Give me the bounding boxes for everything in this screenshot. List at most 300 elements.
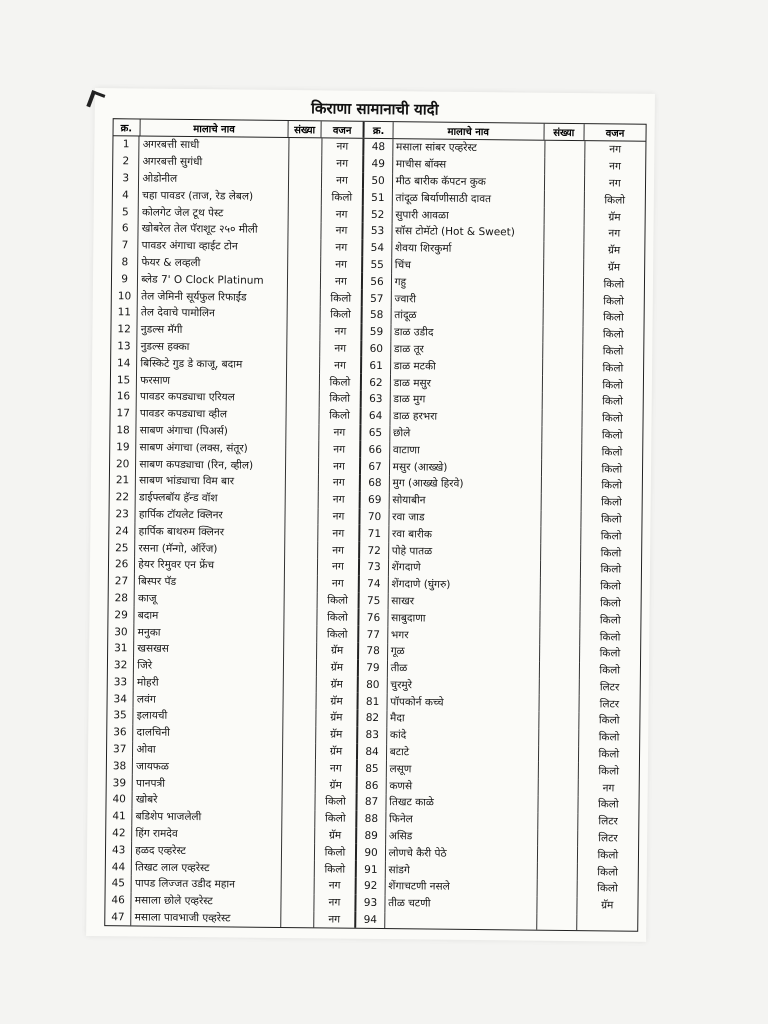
cell-right-name: लोणचे कैरी पेठे (386, 845, 538, 863)
cell-right-no: 61 (362, 357, 390, 374)
cell-left-qty (289, 205, 321, 222)
cell-right-name: शेंगदाणे (389, 559, 541, 577)
cell-right-name: गूळ (388, 643, 540, 661)
cell-right-qty (543, 325, 583, 342)
cell-right-unit: किलो (599, 614, 621, 627)
cell-right-unit: किलो (600, 563, 622, 576)
cell-left-unit: नग (319, 424, 362, 441)
cell-right-qty (539, 678, 579, 695)
cell-right-no: 87 (358, 794, 386, 811)
cell-right-name: सुपारी आवळा (392, 206, 544, 224)
cell-right-qty (545, 141, 585, 158)
cell-right-no: 54 (364, 240, 392, 257)
cell-left-name: इलायची (134, 708, 284, 726)
cell-left-unit: किलो (314, 844, 357, 861)
cell-left-unit: नग (318, 541, 361, 558)
cell-right-unit: किलो (602, 412, 623, 425)
cell-right-qty (543, 359, 583, 376)
cell-left-unit: नग (320, 340, 363, 357)
cell-right-qty (541, 510, 581, 527)
cell-left-qty (288, 323, 320, 340)
header-unit-left: वजन (321, 121, 365, 137)
cell-right-unit: किलो (603, 311, 624, 324)
cell-left-unit: ग्रॅम (316, 726, 359, 743)
cell-right-name: चुरमुरे (387, 677, 539, 695)
cell-right-unit: किलो (597, 849, 619, 862)
cell-right-qty (538, 796, 578, 813)
cell-right-unit: किलो (602, 395, 623, 408)
cell-right-name: सांडगे (385, 861, 537, 879)
cell-left-no: 29 (108, 606, 134, 623)
cell-right-name: तांदूळ बिर्याणीसाठी दावत (392, 190, 544, 208)
cell-left-no: 30 (108, 623, 134, 640)
cell-left-unit: नग (317, 558, 360, 575)
cell-left-no: 47 (105, 909, 131, 926)
cell-left-no: 10 (112, 287, 138, 304)
cell-left-name: तेल देवाचे पामोलिन (138, 304, 288, 322)
cell-left-unit: किलो (319, 374, 362, 391)
cell-left-no: 39 (107, 774, 133, 791)
cell-left-name: मसाला पावभाजी एव्हरेस्ट (132, 909, 282, 927)
cell-left-qty (284, 676, 316, 693)
cell-left-name: मसाला छोले एव्हरेस्ट (132, 892, 282, 910)
cell-right-qty (539, 712, 579, 729)
cell-right-no: 56 (363, 273, 391, 290)
cell-right-no: 60 (363, 340, 391, 357)
cell-left-qty (283, 759, 315, 776)
cell-left-no: 11 (112, 304, 138, 321)
cell-left-no: 9 (112, 271, 138, 288)
cell-right-unit: किलो (597, 882, 618, 895)
cell-right-unit: किलो (604, 194, 626, 207)
cell-left-name: ओवा (133, 741, 283, 759)
cell-left-no: 16 (111, 388, 137, 405)
cell-left-unit: नग (319, 441, 362, 458)
cell-right-qty (538, 813, 578, 830)
cell-right-unit: किलो (601, 446, 623, 459)
cell-left-name: कोलगेट जेल टूथ पेस्ट (139, 204, 289, 222)
cell-left-qty (282, 827, 314, 844)
cell-right-unit: नग (609, 160, 621, 173)
cell-right-unit: किलो (601, 496, 622, 509)
cell-left-qty (286, 457, 318, 474)
cell-right-name: डाळ मसुर (391, 374, 543, 392)
cell-left-qty (288, 272, 320, 289)
cell-right-unit: किलो (597, 798, 619, 811)
cell-right-name: छोले (390, 425, 542, 443)
cell-right-no: 50 (364, 172, 392, 189)
cell-left-no: 32 (108, 657, 134, 674)
cell-left-qty (284, 726, 316, 743)
cell-right-name (385, 912, 537, 930)
cell-left-no: 25 (109, 539, 135, 556)
cell-right-no: 53 (364, 223, 392, 240)
cell-left-name: काजू (135, 590, 285, 608)
cell-left-name: अगरबत्ती साधी (140, 136, 290, 154)
cell-right-name: रवा बारीक (389, 525, 541, 543)
cell-left-unit: नग (318, 458, 361, 475)
cell-right-no: 82 (359, 710, 387, 727)
cell-right-unit: किलो (600, 597, 621, 610)
cell-left-qty (282, 894, 314, 911)
cell-left-qty (290, 138, 322, 155)
cell-right-no: 69 (361, 492, 389, 509)
cell-left-unit: नग (321, 256, 364, 273)
cell-left-qty (286, 508, 318, 525)
cell-right-no: 57 (363, 290, 391, 307)
cell-right-qty (543, 376, 583, 393)
cell-left-no: 43 (106, 842, 132, 859)
table-body (105, 136, 645, 931)
cell-left-unit: किलो (317, 592, 360, 609)
cell-right-qty (540, 611, 580, 628)
cell-left-unit: किलो (317, 609, 360, 626)
cell-right-no: 71 (361, 525, 389, 542)
cell-left-no: 5 (113, 203, 139, 220)
cell-right-no: 94 (357, 911, 385, 928)
cell-left-unit: ग्रॅम (317, 642, 360, 659)
cell-left-no: 28 (109, 590, 135, 607)
cell-right-no: 52 (364, 206, 392, 223)
cell-left-unit: किलो (315, 810, 358, 827)
cell-left-unit: नग (318, 525, 361, 542)
cell-left-qty (285, 575, 317, 592)
cell-left-qty (286, 474, 318, 491)
cell-left-qty (287, 356, 319, 373)
cell-right-no: 55 (363, 256, 391, 273)
cell-right-name: डाळ मुग (390, 391, 542, 409)
cell-left-no: 13 (111, 338, 137, 355)
cell-right-name: मसाला सांबर एव्हरेस्ट (393, 139, 545, 157)
cell-right-unit: किलो (600, 530, 622, 543)
cell-left-unit: नग (321, 222, 364, 239)
cell-left-no: 33 (108, 674, 134, 691)
cell-right-name: सोयाबीन (389, 492, 541, 510)
cell-right-no: 59 (363, 324, 391, 341)
cell-left-name: डाईफ्लबॉय हॅन्ड वॉश (136, 489, 286, 507)
cell-left-qty (288, 289, 320, 306)
cell-right-name: माचीस बॉक्स (393, 156, 545, 174)
cell-right-unit: किलो (601, 429, 623, 442)
cell-right-qty (541, 561, 581, 578)
cell-left-no: 35 (107, 707, 133, 724)
cell-right-no: 84 (358, 743, 386, 760)
cell-right-name: कणसे (386, 777, 538, 795)
cell-right-qty (539, 745, 579, 762)
cell-left-name: हेयर रिमुवर एन फ्रेंच (135, 556, 285, 574)
cell-left-name: मनुका (135, 624, 285, 642)
cell-left-unit: नग (321, 172, 364, 189)
cell-left-name: ब्लेड 7' O Clock Platinum (138, 271, 288, 289)
cell-right-unit: लिटर (598, 815, 618, 828)
cell-right-qty (543, 342, 583, 359)
cell-left-unit: नग (315, 760, 358, 777)
cell-left-no: 38 (107, 758, 133, 775)
cell-left-no: 19 (110, 439, 136, 456)
cell-right-unit: किलो (598, 731, 620, 744)
cell-right-name: कांदे (387, 727, 539, 745)
cell-right-qty (537, 897, 577, 914)
cell-right-unit: किलो (602, 345, 624, 358)
header-name-left: मालाचे नाव (140, 119, 289, 137)
cell-right-qty (539, 695, 579, 712)
cell-left-name: तेल जेमिनी सूर्यफुल रिफाईंड (138, 288, 288, 306)
cell-right-unit: किलो (603, 294, 624, 308)
cell-right-qty (543, 309, 583, 326)
cell-right-no: 62 (362, 374, 390, 391)
cell-left-name: तिखट लाल एव्हरेस्ट (132, 859, 282, 877)
cell-right-unit (577, 914, 638, 931)
cell-right-name: लसूण (386, 761, 538, 779)
cell-left-name: पावडर अंगाचा व्हाईट टोन (139, 237, 289, 255)
cell-right-unit: किलो (601, 462, 623, 476)
cell-right-qty (541, 477, 581, 494)
cell-right-qty (538, 762, 578, 779)
cell-left-qty (284, 709, 316, 726)
cell-left-unit: किलो (320, 290, 363, 307)
cell-right-no: 73 (360, 559, 388, 576)
cell-right-unit: किलो (600, 580, 621, 593)
header-name-right: मालाचे नाव (393, 122, 544, 140)
cell-right-unit: किलो (602, 362, 624, 375)
cell-left-unit: नग (314, 911, 357, 928)
cell-right-qty (538, 829, 578, 846)
cell-left-unit: ग्रॅम (315, 777, 358, 794)
cell-right-name: भगर (388, 626, 540, 644)
cell-left-qty (284, 642, 316, 659)
cell-left-unit: नग (321, 206, 364, 223)
grocery-table (104, 118, 646, 932)
cell-left-no: 45 (106, 875, 132, 892)
cell-right-no: 70 (361, 508, 389, 525)
cell-left-qty (284, 659, 316, 676)
cell-left-unit: नग (320, 273, 363, 290)
cell-left-name: फरसाण (137, 372, 287, 390)
cell-left-name: अगरबत्ती सुगंधी (139, 153, 289, 171)
cell-left-no: 24 (109, 523, 135, 540)
cell-right-no: 90 (357, 844, 385, 861)
cell-left-name: हळद एव्हरेस्ट (132, 842, 282, 860)
cell-left-unit: नग (321, 239, 364, 256)
cell-right-no: 67 (361, 458, 389, 475)
cell-right-name: शेंगदाणे (घुंगरु) (388, 576, 540, 594)
cell-right-qty (540, 577, 580, 594)
cell-left-name: पावडर कपड्याचा एरियल (137, 388, 287, 406)
cell-left-unit: किलो (319, 390, 362, 407)
cell-right-no: 78 (359, 643, 387, 660)
cell-right-name: मैदा (387, 710, 539, 728)
cell-right-no: 63 (362, 391, 390, 408)
cell-left-name: जायफळ (133, 758, 283, 776)
cell-right-qty (544, 241, 584, 258)
cell-left-no: 4 (113, 187, 139, 204)
cell-left-name: हार्पिक बाथरुम क्लिनर (136, 523, 286, 541)
cell-left-no: 20 (110, 455, 136, 472)
cell-right-qty (541, 493, 581, 510)
cell-right-name: डाळ हरभरा (390, 408, 542, 426)
cell-right-qty (542, 393, 582, 410)
cell-left-qty (287, 390, 319, 407)
cell-right-name: ज्वारी (391, 290, 543, 308)
cell-left-no: 42 (106, 825, 132, 842)
cell-left-no: 18 (110, 422, 136, 439)
cell-right-name: तिखट काळे (386, 794, 538, 812)
cell-left-no: 12 (111, 321, 137, 338)
cell-right-no: 93 (357, 895, 385, 912)
cell-right-name: बटाटे (387, 744, 539, 762)
cell-left-no: 2 (113, 153, 139, 170)
cell-right-qty (542, 426, 582, 443)
cell-left-no: 26 (109, 556, 135, 573)
cell-left-unit: नग (322, 155, 365, 172)
cell-left-qty (288, 340, 320, 357)
cell-right-no: 88 (358, 811, 386, 828)
cell-left-unit: ग्रॅम (316, 676, 359, 693)
cell-left-qty (282, 877, 314, 894)
cell-left-qty (288, 256, 320, 273)
cell-left-no: 7 (112, 237, 138, 254)
cell-left-no: 14 (111, 355, 137, 372)
cell-left-no: 17 (111, 405, 137, 422)
cell-right-qty (538, 779, 578, 796)
cell-right-no: 77 (360, 626, 388, 643)
cell-right-unit: नग (609, 143, 622, 156)
header-unit-right: वजन (605, 128, 625, 140)
cell-left-name: बदाम (135, 607, 285, 625)
cell-right-name: तीळ (388, 660, 540, 678)
cell-right-unit: लिटर (599, 698, 620, 711)
cell-left-no: 21 (110, 472, 136, 489)
cell-left-no: 6 (112, 220, 138, 237)
cell-right-name: साबुदाणा (388, 609, 540, 627)
cell-left-no: 15 (111, 371, 137, 388)
cell-right-qty (541, 527, 581, 544)
cell-left-qty (287, 440, 319, 457)
cell-right-unit: नग (608, 227, 621, 240)
cell-left-qty (283, 743, 315, 760)
cell-left-qty (287, 407, 319, 424)
cell-right-unit: ग्रॅम (601, 899, 614, 912)
cell-right-unit: किलो (600, 513, 622, 526)
cell-left-unit: किलो (317, 625, 360, 642)
cell-right-qty (541, 544, 581, 561)
cell-right-no: 86 (358, 777, 386, 794)
cell-left-name: लवंग (134, 691, 284, 709)
cell-right-no: 91 (357, 861, 385, 878)
cell-left-name: पानपत्री (133, 775, 283, 793)
cell-right-name: शेवया शिरकुर्मा (392, 240, 544, 258)
cell-right-name: मीठ बारीक कॅपटन कुक (393, 173, 545, 191)
cell-right-name: सॉस टोमॅटो (Hot & Sweet) (392, 223, 544, 241)
cell-right-qty (538, 846, 578, 863)
header-no-right: क्र. (365, 122, 394, 138)
cell-left-unit: ग्रॅम (315, 743, 358, 760)
cell-right-name: गहु (392, 273, 544, 291)
cell-left-qty (285, 608, 317, 625)
cell-left-unit: किलो (319, 407, 362, 424)
cell-right-qty (545, 174, 585, 191)
cell-left-name: जिरे (134, 657, 284, 675)
cell-right-name: तांदूळ (391, 307, 543, 325)
cell-left-name: खसखस (134, 640, 284, 658)
cell-left-unit: नग (318, 491, 361, 508)
cell-right-no: 80 (359, 676, 387, 693)
cell-right-unit: किलो (602, 378, 624, 392)
cell-right-qty (540, 645, 580, 662)
cell-right-qty (544, 191, 584, 208)
cell-right-unit: किलो (603, 278, 625, 291)
cell-left-qty (286, 524, 318, 541)
cell-right-qty (542, 460, 582, 477)
cell-right-unit: नग (602, 782, 615, 795)
cell-left-unit: किलो (320, 306, 363, 323)
cell-left-name: मोहरी (134, 674, 284, 692)
cell-left-name: नुडल्स हक्का (138, 338, 288, 356)
cell-left-unit: ग्रॅम (316, 709, 359, 726)
cell-left-qty (287, 373, 319, 390)
cell-left-qty (283, 810, 315, 827)
cell-left-name: नुडल्स मॅगी (138, 321, 288, 339)
cell-right-name: रवा जाड (389, 509, 541, 527)
cell-right-qty (540, 661, 580, 678)
cell-right-unit: किलो (600, 546, 622, 560)
cell-right-name: साखर (388, 593, 540, 611)
cell-left-no: 31 (108, 640, 134, 657)
cell-left-unit: किलो (321, 189, 364, 206)
cell-left-unit: ग्रॅम (316, 659, 359, 676)
cell-right-unit: किलो (598, 765, 620, 778)
cell-left-qty (287, 424, 319, 441)
cell-right-qty (537, 913, 577, 930)
cell-right-unit: किलो (599, 664, 621, 677)
cell-right-name: शेंगाचटणी नसले (385, 878, 537, 896)
cell-right-qty (544, 225, 584, 242)
cell-left-unit: नग (320, 357, 363, 374)
cell-left-name: बिस्किटे गुड डे काजू, बदाम (137, 355, 287, 373)
document-sheet (86, 88, 655, 942)
cell-left-no: 1 (113, 136, 139, 153)
cell-right-no: 58 (363, 307, 391, 324)
cell-right-name: तीळ चटणी (385, 895, 537, 913)
cell-left-qty (285, 541, 317, 558)
cell-right-qty (543, 292, 583, 309)
cell-left-name: पावडर कपड्याचा व्हील (137, 405, 287, 423)
cell-left-unit: किलो (315, 793, 358, 810)
cell-right-name: डाळ तूर (391, 341, 543, 359)
cell-left-name: हिंग रामदेव (132, 825, 282, 843)
cell-left-name: चहा पावडर (ताज, रेड लेबल) (139, 187, 289, 205)
cell-left-unit: नग (318, 508, 361, 525)
cell-left-name: फेयर & लव्हली (138, 254, 288, 272)
cell-right-no: 75 (360, 592, 388, 609)
cell-left-unit: नग (317, 575, 360, 592)
cell-left-qty (289, 172, 321, 189)
cell-right-qty (545, 158, 585, 175)
cell-right-unit: किलो (599, 647, 621, 660)
cell-right-qty (537, 880, 577, 897)
cell-left-no: 44 (106, 858, 132, 875)
cell-left-qty (283, 793, 315, 810)
cell-right-no: 76 (360, 609, 388, 626)
cell-left-name: साबण अंगाचा (लक्स, संतूर) (136, 439, 286, 457)
cell-left-no: 22 (110, 489, 136, 506)
cell-right-no: 74 (360, 576, 388, 593)
cell-left-name: हार्पिक टॉयलेट क्लिनर (136, 506, 286, 524)
cell-right-unit: किलो (602, 328, 624, 341)
cell-right-unit: किलो (598, 748, 620, 761)
cell-right-no: 65 (362, 424, 390, 441)
cell-left-qty (282, 843, 314, 860)
